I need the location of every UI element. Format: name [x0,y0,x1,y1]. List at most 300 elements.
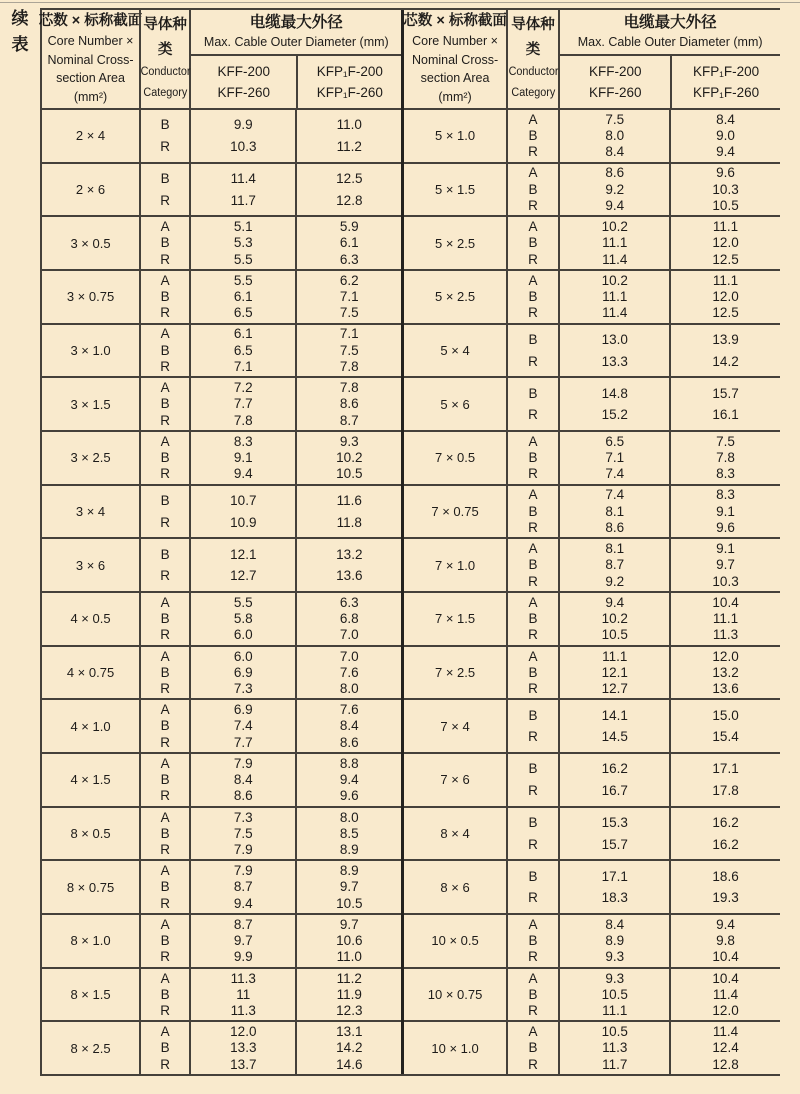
conductor-category-cell [139,593,189,645]
conductor-letter: B [528,986,538,1002]
conductor-letter: A [528,219,538,235]
kff-value: 8.4 [605,144,625,160]
kfp-value: 17.8 [712,783,739,798]
kff-value: 14.1 [601,707,628,723]
kff-value: 9.3 [605,970,625,986]
conductor-letter: R [160,681,171,697]
kfp-value: 7.8 [339,359,359,375]
table-header-right [404,10,780,110]
table-left-half [38,10,404,1074]
kff-value: 11.1 [602,289,628,305]
header-kff-line-1: KFF-200 [588,64,642,79]
kff-diameter-cell [189,593,295,645]
kff-value: 15.3 [601,814,628,830]
kfp-value: 12.0 [712,235,739,251]
conductor-letter: B [160,718,170,734]
kff-value: 13.7 [230,1056,257,1072]
header-core-column [38,10,143,108]
kff-value: 10.9 [230,514,257,530]
kfp-diameter-cell [669,754,780,806]
table-row-group [404,591,780,645]
table-row-group [42,162,401,216]
header-core-column [404,10,505,108]
table-row-group [42,806,401,860]
kff-value: 7.9 [233,842,253,858]
kff-diameter-cell [558,378,669,430]
kfp-value: 16.1 [712,407,739,423]
header-cond-zh-2: 类 [157,41,173,58]
core-size-label: 7 × 6 [440,772,470,788]
kfp-diameter-cell [669,647,780,699]
table-row-group [42,215,401,269]
conductor-letter: R [528,353,538,369]
core-size-cell [404,647,505,699]
kff-value: 7.1 [605,450,625,466]
conductor-letter: B [528,1040,538,1056]
kff-value: 9.1 [233,450,253,466]
kfp-diameter-cell [669,1022,780,1074]
kff-value: 9.4 [233,466,253,482]
kfp-diameter-cell [295,593,401,645]
header-conductor-column [139,10,189,108]
kfp-diameter-cell [669,539,780,591]
kfp-value: 16.2 [712,814,739,830]
conductor-letter: A [160,1024,170,1040]
kff-diameter-cell [189,164,295,216]
core-size-cell [404,969,505,1021]
table-row-group [404,537,780,591]
header-dia-zh: 电缆最大外径 [249,13,343,31]
kff-value: 11.4 [602,305,628,321]
kfp-value: 13.6 [336,568,363,584]
kfp-value: 10.3 [712,573,739,589]
core-size-cell [42,378,139,430]
core-size-label: 10 × 0.75 [427,987,483,1003]
kff-value: 7.7 [233,734,253,750]
core-size-label: 7 × 4 [440,718,470,734]
kff-value: 7.9 [233,863,253,879]
core-size-label: 3 × 0.75 [66,289,115,305]
table-row-group [42,913,401,967]
kff-value: 7.3 [233,809,253,825]
conductor-letter: A [160,326,170,342]
header-core-en-3: section Area [56,71,125,86]
core-size-label: 4 × 1.5 [70,772,111,788]
conductor-letter: B [160,611,170,627]
conductor-letter: A [528,1024,538,1040]
kff-value: 8.1 [605,503,625,519]
kff-diameter-cell [558,915,669,967]
conductor-letter: A [160,863,170,879]
header-core-en-2: Nominal Cross- [411,52,499,67]
core-size-cell [404,486,505,538]
kff-diameter-cell [558,754,669,806]
kff-value: 7.3 [233,681,253,697]
conductor-letter: R [528,305,538,321]
kfp-value: 9.7 [339,916,359,932]
kfp-value: 8.4 [339,718,359,734]
conductor-letter: B [160,492,170,508]
core-size-label: 7 × 2.5 [434,665,476,681]
kfp-value: 12.8 [712,1056,739,1072]
kfp-value: 11.3 [712,627,739,643]
kff-diameter-cell [189,700,295,752]
kfp-value: 6.8 [339,611,359,627]
table-row-group [42,323,401,377]
kfp-value: 11.1 [712,272,739,288]
kff-value: 13.3 [601,353,628,369]
kfp-value: 7.1 [339,326,359,342]
conductor-letter: R [528,836,538,852]
header-cond-en-2: Category [511,87,555,100]
table-right-half [404,10,780,1074]
header-diameter-title [560,10,780,56]
core-size-label: 8 × 1.0 [70,933,111,949]
conductor-letter: B [528,761,538,777]
kfp-diameter-cell [295,164,401,216]
kfp-value: 8.5 [339,825,359,841]
header-kff-line-1: KFF-200 [217,64,271,79]
kfp-value: 13.6 [712,681,739,697]
conductor-category-cell [139,378,189,430]
kff-value: 16.7 [601,783,628,798]
conductor-letter: R [160,305,171,321]
conductor-category-cell [506,486,559,538]
kff-diameter-cell [558,486,669,538]
conductor-letter: R [160,251,171,267]
conductor-letter: R [528,573,538,589]
kff-value: 6.0 [233,627,253,643]
continued-char-1: 续 [11,9,29,28]
conductor-letter: B [160,664,170,680]
kff-value: 9.4 [605,198,625,214]
kff-value: 10.2 [601,219,628,235]
conductor-category-cell [506,539,559,591]
conductor-letter: R [528,681,538,697]
conductor-letter: R [160,949,171,965]
header-kfp-line-2: KFP₁F-260 [316,85,383,100]
kff-value: 6.5 [605,433,625,449]
kff-value: 10.2 [601,611,628,627]
kff-value: 5.5 [233,272,253,288]
header-cond-zh-1: 导体种 [511,17,555,34]
kfp-diameter-cell [669,110,780,162]
conductor-letter: R [528,783,538,798]
header-diameter-column [189,10,401,108]
kfp-diameter-cell [295,110,401,162]
kfp-value: 12.3 [336,1003,363,1019]
kfp-value: 7.0 [339,648,359,664]
kff-value: 7.8 [233,412,253,428]
table-row-group [404,376,780,430]
conductor-letter: A [160,755,170,771]
core-size-cell [42,217,139,269]
core-size-label: 10 × 1.0 [431,1040,479,1056]
header-kfp-column [670,56,780,108]
table-row-group [42,967,401,1021]
conductor-category-cell [506,593,559,645]
kff-value: 7.2 [233,380,253,396]
conductor-letter: R [160,514,171,530]
conductor-letter: B [528,385,538,401]
kff-value: 8.3 [233,433,253,449]
kff-value: 8.7 [605,557,625,573]
conductor-category-cell [139,164,189,216]
core-size-label: 10 × 0.5 [431,933,479,949]
kff-value: 8.7 [233,916,253,932]
conductor-letter: A [528,648,538,664]
core-size-cell [404,164,505,216]
kff-value: 9.4 [233,895,253,911]
kfp-value: 7.8 [716,450,735,466]
conductor-letter: B [528,707,538,723]
conductor-letter: B [528,331,538,347]
core-size-cell [404,754,505,806]
kfp-value: 8.0 [339,681,359,697]
conductor-letter: R [160,1003,171,1019]
kff-value: 15.2 [601,407,628,423]
conductor-letter: R [528,627,538,643]
table-row-group [404,859,780,913]
conductor-letter: B [528,664,538,680]
kfp-value: 8.6 [339,734,359,750]
core-size-label: 2 × 4 [75,128,106,144]
core-size-cell [42,271,139,323]
conductor-category-cell [506,1022,559,1074]
core-size-label: 3 × 2.5 [70,450,111,466]
kfp-value: 12.0 [712,1003,739,1019]
core-size-cell [404,378,505,430]
table-row-group [42,698,401,752]
kfp-value: 17.1 [712,761,739,777]
kff-value: 11.7 [602,1056,628,1072]
table-row-group [404,484,780,538]
kfp-value: 7.5 [716,433,735,449]
core-size-cell [42,325,139,377]
conductor-letter: R [528,407,538,423]
header-dia-zh: 电缆最大外径 [623,13,717,31]
core-size-label: 8 × 0.75 [66,879,115,895]
kfp-value: 10.3 [712,181,739,197]
kff-value: 17.1 [601,868,628,884]
kff-value: 7.4 [233,718,253,734]
kff-diameter-cell [189,539,295,591]
kff-diameter-cell [189,647,295,699]
core-size-label: 7 × 1.5 [434,611,476,627]
kff-value: 8.6 [605,165,625,181]
conductor-letter: R [528,890,538,906]
kff-value: 11.1 [602,1003,628,1019]
core-size-label: 3 × 4 [75,504,106,520]
core-size-cell [42,808,139,860]
kff-value: 13.0 [601,331,628,347]
kfp-value: 8.0 [339,809,359,825]
kfp-value: 8.6 [339,396,359,412]
kff-diameter-cell [189,808,295,860]
conductor-category-cell [139,271,189,323]
table-row-group [42,1020,401,1074]
conductor-letter: B [160,396,170,412]
conductor-category-cell [506,217,559,269]
kfp-value: 9.3 [339,433,359,449]
conductor-letter: B [160,825,170,841]
conductor-category-cell [506,325,559,377]
conductor-category-cell [506,378,559,430]
kfp-value: 14.2 [336,1040,363,1056]
table-row-group [42,484,401,538]
conductor-letter: R [528,466,538,482]
kff-value: 11.3 [602,1040,628,1056]
kfp-value: 11.8 [336,514,362,530]
core-size-label: 4 × 0.5 [70,611,111,627]
kff-diameter-cell [558,432,669,484]
kfp-diameter-cell [669,861,780,913]
kff-value: 8.6 [605,520,625,536]
header-core-en-1: Core Number × [47,34,134,49]
table-row-group [404,913,780,967]
core-size-cell [404,539,505,591]
kfp-value: 11.0 [336,117,362,133]
core-size-label: 5 × 2.5 [434,289,476,305]
continued-char-2: 表 [11,34,29,54]
kfp-diameter-cell [295,861,401,913]
conductor-letter: R [160,359,171,375]
conductor-letter: B [160,289,170,305]
header-cond-en-1: Conductor [508,66,559,79]
kff-diameter-cell [189,1022,295,1074]
kfp-value: 14.6 [336,1056,363,1072]
conductor-category-cell [506,700,559,752]
kff-value: 11.3 [230,970,256,986]
kfp-value: 11.2 [336,970,362,986]
kff-value: 10.7 [230,492,257,508]
table-row-group [42,645,401,699]
kff-value: 5.5 [233,594,253,610]
header-core-en-1: Core Number × [412,34,498,49]
kff-value: 10.2 [601,272,628,288]
kfp-diameter-cell [295,808,401,860]
kff-diameter-cell [558,647,669,699]
table-row-group [404,162,780,216]
conductor-letter: R [528,949,538,965]
header-diameter-column [558,10,780,108]
core-size-label: 2 × 6 [75,182,106,197]
kfp-value: 10.4 [712,949,739,965]
kff-value: 7.7 [233,396,253,412]
kfp-diameter-cell [669,271,780,323]
conductor-category-cell [506,647,559,699]
kfp-value: 9.1 [716,503,735,519]
table-row-group [42,376,401,430]
kff-value: 11.4 [230,170,256,186]
core-size-cell [404,1022,505,1074]
kfp-diameter-cell [295,969,401,1021]
conductor-letter: A [160,970,170,986]
kff-diameter-cell [189,271,295,323]
conductor-letter: R [528,1003,538,1019]
table-row-group [404,323,780,377]
table-row-group [42,752,401,806]
kff-value: 12.7 [230,568,257,584]
conductor-letter: B [160,1040,170,1056]
core-size-cell [42,915,139,967]
conductor-category-cell [139,808,189,860]
kff-value: 8.6 [233,788,253,804]
conductor-category-cell [139,700,189,752]
kff-value: 10.5 [601,627,628,643]
kff-value: 9.9 [233,949,253,965]
core-size-label: 8 × 0.5 [70,826,111,842]
kfp-value: 9.4 [716,144,735,160]
kff-value: 6.5 [233,342,253,358]
kff-value: 7.4 [605,466,625,482]
conductor-letter: B [528,289,538,305]
kfp-value: 12.8 [336,192,363,208]
kff-diameter-cell [189,217,295,269]
kfp-diameter-cell [295,217,401,269]
kfp-value: 11.2 [336,138,362,154]
table-row-group [404,215,780,269]
kfp-value: 9.0 [716,128,735,144]
core-size-cell [42,647,139,699]
conductor-letter: B [160,986,170,1002]
conductor-letter: B [160,450,170,466]
core-size-cell [42,1022,139,1074]
conductor-letter: A [528,916,538,932]
kfp-diameter-cell [295,754,401,806]
kfp-diameter-cell [669,217,780,269]
kfp-diameter-cell [669,969,780,1021]
kff-diameter-cell [189,432,295,484]
conductor-letter: R [528,251,538,267]
kfp-value: 6.3 [339,594,359,610]
kfp-value: 12.5 [336,170,363,186]
kff-value: 6.0 [233,648,253,664]
kff-diameter-cell [558,700,669,752]
conductor-category-cell [506,861,559,913]
kff-value: 6.5 [233,305,253,321]
conductor-letter: B [528,450,538,466]
core-size-label: 8 × 2.5 [70,1040,111,1056]
kfp-value: 11.1 [712,611,739,627]
header-kff-column [560,56,670,108]
conductor-category-cell [506,164,559,216]
table-body-left [42,110,401,1074]
kfp-value: 9.7 [339,879,359,895]
kff-value: 6.9 [233,702,253,718]
kff-diameter-cell [558,271,669,323]
kff-value: 8.0 [605,128,625,144]
core-size-cell [404,593,505,645]
kfp-diameter-cell [295,647,401,699]
conductor-category-cell [139,325,189,377]
kff-diameter-cell [558,539,669,591]
conductor-letter: R [528,520,538,536]
kfp-diameter-cell [669,700,780,752]
conductor-letter: A [160,272,170,288]
core-size-cell [42,486,139,538]
kfp-value: 10.4 [712,594,739,610]
kff-value: 13.3 [230,1040,257,1056]
page-top-rule [0,2,800,3]
kfp-value: 18.6 [712,868,739,884]
kff-diameter-cell [189,915,295,967]
core-size-cell [42,861,139,913]
table-row-group [404,1020,780,1074]
kfp-diameter-cell [669,325,780,377]
core-size-cell [404,110,505,162]
core-size-cell [42,110,139,162]
